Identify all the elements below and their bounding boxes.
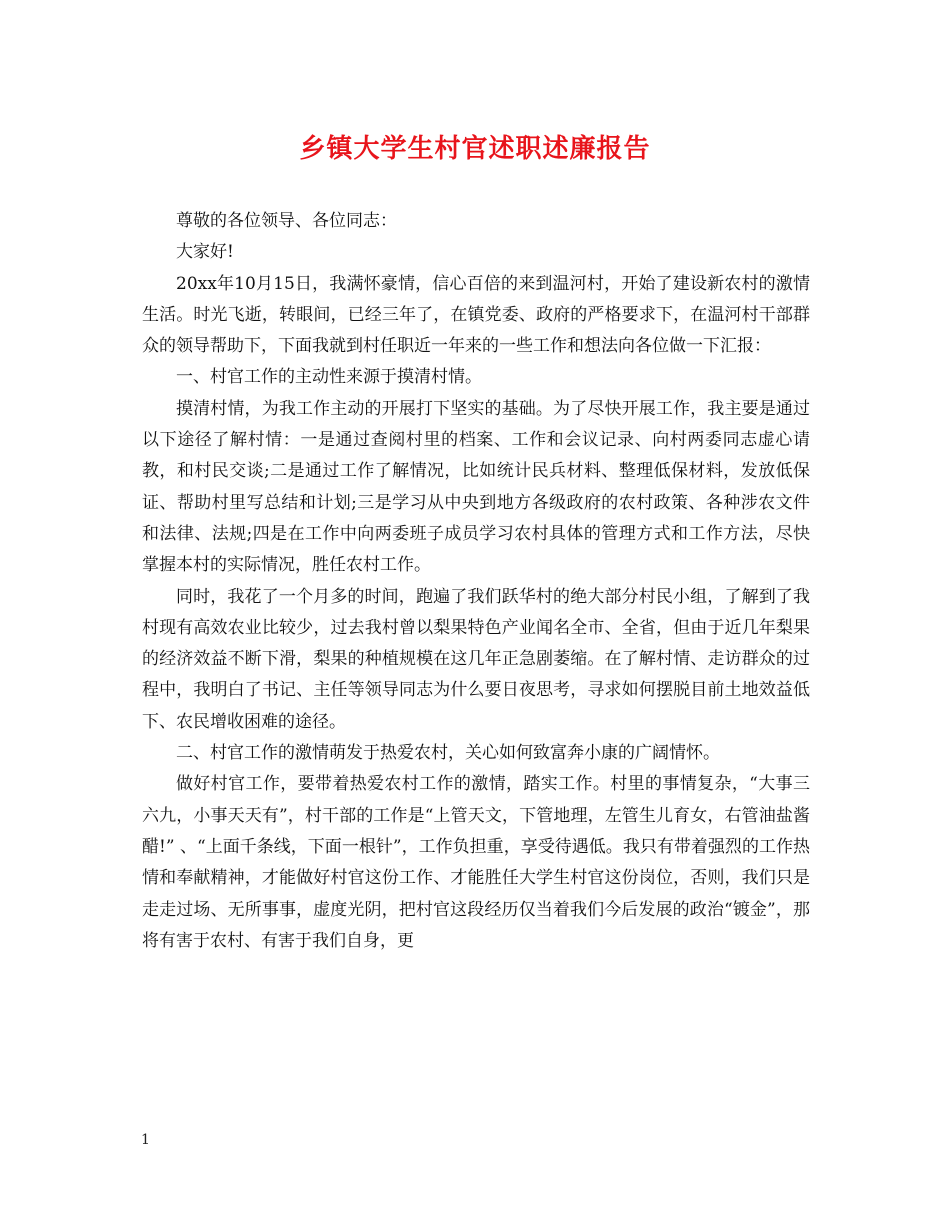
section-heading-1: 一、村官工作的主动性来源于摸清村情。 [176, 367, 482, 388]
section-1-paragraph-2: 同时，我花了一个月多的时间，跑遍了我们跃华村的绝大部分村民小组，了解到了我村现有高效农业比较少，过去我村曾以梨果特色产业闻名全市、全省，但由于近几年梨果的经济效益不断下滑，梨果的种植规模在这几年正急剧萎缩。在了解村情、走访群众的过程中，我明白了书记、主任等领导同志为什么要日夜思考，寻求如何摆脱目前土地效益低下、农民增收困难的途径。 [142, 586, 810, 732]
greeting: 大家好! [176, 242, 234, 263]
document-title: 乡镇大学生村官述职述廉报告 [299, 134, 651, 164]
document-body [142, 206, 810, 957]
salutation: 尊敬的各位领导、各位同志： [176, 211, 397, 231]
section-heading-2: 二、村官工作的激情萌发于热爱农村，关心如何致富奔小康的广阔情怀。 [176, 743, 720, 764]
intro-paragraph: 20xx年10月15日，我满怀豪情，信心百倍的来到温河村，开始了建设新农村的激情生活。时光飞逝，转眼间，已经三年了，在镇党委、政府的严格要求下，在温河村干部群众的领导帮助下，下面我就到村任职近一年来的一些工作和想法向各位做一下汇报： [142, 273, 810, 357]
page-number: 1 [141, 1132, 150, 1148]
section-2-paragraph-1: 做好村官工作，要带着热爱农村工作的激情，踏实工作。村里的事情复杂，“大事三六九，小事天天有”，村干部的工作是“上管天文，下管地理，左管生儿育女，右管油盐酱醋!” 、“上面千条线，下面一根针”，工作负担重，享受待遇低。我只有带着强烈的工作热情和奉献精神，才能做好村官这份工作、才能胜任大学生村官这份岗位，否则，我们只是走走过场、无所事事，虚度光阴，把村官这段经历仅当着我们今后发展的政治“镀金”，那将有害于农村、有害于我们自身，更 [142, 774, 810, 951]
section-1-paragraph-1: 摸清村情，为我工作主动的开展打下坚实的基础。为了尽快开展工作，我主要是通过以下途径了解村情：一是通过查阅村里的档案、工作和会议记录、向村两委同志虚心请教，和村民交谈;二是通过工作了解情况，比如统计民兵材料、整理低保材料，发放低保证、帮助村里写总结和计划;三是学习从中央到地方各级政府的农村政策、各种涉农文件和法律、法规;四是在工作中向两委班子成员学习农村具体的管理方式和工作方法，尽快掌握本村的实际情况，胜任农村工作。 [142, 398, 810, 576]
